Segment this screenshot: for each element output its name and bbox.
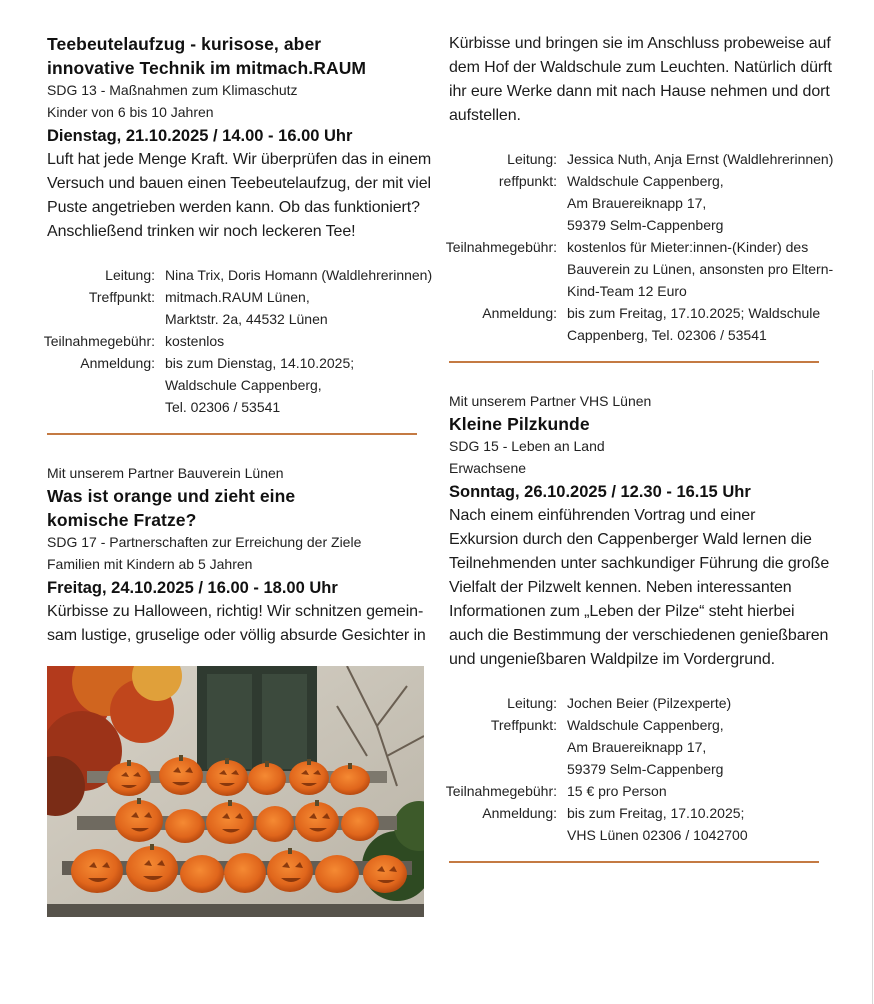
info-value: Bauverein zu Lünen, ansonsten pro Eltern- xyxy=(567,261,834,277)
info-row-cont xyxy=(449,258,834,280)
event-title: Kleine Pilzkunde xyxy=(449,414,590,434)
event-pilzkunde xyxy=(445,390,830,863)
info-value: 59379 Selm-Cappenberg xyxy=(567,761,724,777)
page-edge-line xyxy=(872,370,873,1004)
info-value: Waldschule Cappenberg, xyxy=(165,377,322,393)
info-value: Waldschule Cappenberg, xyxy=(567,173,724,189)
info-row-cont xyxy=(449,324,829,346)
description-line: Nach einem einführenden Vortrag und einer xyxy=(449,507,756,524)
info-label: Teilnahmegebühr: xyxy=(445,239,557,255)
info-row-cont xyxy=(449,824,829,846)
info-value: Am Brauereiknapp 17, xyxy=(567,195,707,211)
right-column xyxy=(445,32,834,863)
event-sdg: SDG 13 - Maßnahmen zum Klimaschutz xyxy=(47,82,298,98)
info-label: Leitung: xyxy=(507,695,557,711)
info-row-cont xyxy=(47,308,427,330)
info-row-treffpunkt xyxy=(449,170,829,192)
event-date: Freitag, 24.10.2025 / 16.00 - 18.00 Uhr xyxy=(47,579,338,597)
info-value: 15 € pro Person xyxy=(567,783,667,799)
info-label: Teilnahmegebühr: xyxy=(445,783,557,799)
info-row-leitung xyxy=(449,148,834,170)
description-line: auch die Bestimmung der verschiedenen genießbaren xyxy=(449,627,829,644)
info-value: bis zum Freitag, 17.10.2025; Waldschule xyxy=(567,305,821,321)
description-line: sam lustige, gruselige oder völlig absurde Gesichter in xyxy=(47,627,426,644)
description-line: und ungenießbaren Waldpilze im Vordergrund. xyxy=(449,651,775,668)
info-row-anmeldung xyxy=(449,802,829,824)
info-value: Kind-Team 12 Euro xyxy=(567,283,687,299)
info-row-treffpunkt xyxy=(47,286,427,308)
info-row-gebuehr xyxy=(43,330,427,352)
description-line: Vielfalt der Pilzwelt kennen. Neben interessanten xyxy=(449,579,792,596)
info-row-anmeldung xyxy=(47,352,427,374)
info-value: Cappenberg, Tel. 02306 / 53541 xyxy=(567,327,767,343)
left-column xyxy=(43,32,433,648)
info-row-gebuehr xyxy=(445,236,829,258)
event-title-line: innovative Technik im mitmach.RAUM xyxy=(47,58,367,78)
info-value: 59379 Selm-Cappenberg xyxy=(567,217,724,233)
event-halloween xyxy=(47,462,427,648)
description-line: Anschließend trinken wir noch leckeren Tee! xyxy=(47,223,356,240)
event-audience: Familien mit Kindern ab 5 Jahren xyxy=(47,556,253,572)
description-line: Teilnehmenden unter sachkundiger Führung die große xyxy=(449,555,830,572)
info-value: kostenlos xyxy=(165,333,225,349)
event-title-line: komische Fratze? xyxy=(47,510,197,530)
event-audience: Kinder von 6 bis 10 Jahren xyxy=(47,104,214,120)
event-info-block xyxy=(445,692,829,846)
info-label: Anmeldung: xyxy=(80,355,155,371)
info-row-cont xyxy=(449,214,829,236)
info-label: reffpunkt: xyxy=(498,173,557,189)
info-value: Waldschule Cappenberg, xyxy=(567,717,724,733)
description-line: Luft hat jede Menge Kraft. Wir überprüfen das in einem xyxy=(47,151,432,168)
event-audience: Erwachsene xyxy=(449,460,527,476)
event-sdg: SDG 17 - Partnerschaften zur Erreichung der Ziele xyxy=(47,534,362,550)
section-divider xyxy=(449,361,819,363)
event-description xyxy=(449,504,829,672)
info-value: bis zum Dienstag, 14.10.2025; xyxy=(165,355,355,371)
info-row-treffpunkt xyxy=(449,714,829,736)
description-line: Kürbisse und bringen sie im Anschluss probeweise auf xyxy=(449,35,831,52)
info-value: bis zum Freitag, 17.10.2025; xyxy=(567,805,745,821)
info-value: Tel. 02306 / 53541 xyxy=(165,399,281,415)
description-line: Puste angetrieben werden kann. Ob das funktioniert? xyxy=(47,199,420,216)
info-value: kostenlos für Mieter:innen-(Kinder) des xyxy=(567,239,809,255)
info-value: Am Brauereiknapp 17, xyxy=(567,739,707,755)
info-label: Treffpunkt: xyxy=(490,717,557,733)
info-value: Nina Trix, Doris Homann (Waldlehrerinnen) xyxy=(165,267,433,283)
info-row-cont xyxy=(449,758,829,780)
info-row-anmeldung xyxy=(449,302,829,324)
description-line: ihr eure Werke dann mit nach Hause nehmen und dort xyxy=(449,83,830,100)
info-row-gebuehr xyxy=(445,780,829,802)
info-label: Teilnahmegebühr: xyxy=(43,333,155,349)
info-label: Anmeldung: xyxy=(482,805,557,821)
event-teebeutelaufzug xyxy=(43,32,433,435)
event-description xyxy=(47,148,432,244)
event-date: Dienstag, 21.10.2025 / 14.00 - 16.00 Uhr xyxy=(47,127,353,145)
info-row-leitung xyxy=(47,264,433,286)
event-date: Sonntag, 26.10.2025 / 12.30 - 16.15 Uhr xyxy=(449,483,751,501)
info-value: mitmach.RAUM Lünen, xyxy=(165,289,310,305)
info-value: Marktstr. 2a, 44532 Lünen xyxy=(165,311,328,327)
info-row-cont xyxy=(47,396,427,418)
info-row-leitung xyxy=(449,692,829,714)
description-line: aufstellen. xyxy=(449,107,521,124)
info-label: Leitung: xyxy=(105,267,155,283)
event-info-block xyxy=(43,264,433,418)
info-row-cont xyxy=(449,280,829,302)
info-row-cont xyxy=(449,192,829,214)
info-value: Jessica Nuth, Anja Ernst (Waldlehrerinnen) xyxy=(567,151,834,167)
event-sdg: SDG 15 - Leben an Land xyxy=(449,438,605,454)
info-label: Leitung: xyxy=(507,151,557,167)
event-title-line: Teebeutelaufzug - kurisose, aber xyxy=(47,34,322,54)
event-title-line: Was ist orange und zieht eine xyxy=(47,486,296,506)
description-line: Informationen zum „Leben der Pilze“ steht hierbei xyxy=(449,603,795,620)
description-line: Versuch und bauen einen Teebeutelaufzug, der mit viel xyxy=(47,175,432,192)
section-divider xyxy=(449,861,819,863)
event-partner: Mit unserem Partner VHS Lünen xyxy=(449,393,652,409)
info-row-cont xyxy=(449,736,829,758)
info-value: VHS Lünen 02306 / 1042700 xyxy=(567,827,748,843)
pumpkin-photo xyxy=(47,666,424,917)
info-value: Jochen Beier (Pilzexperte) xyxy=(567,695,732,711)
description-line: Kürbisse zu Halloween, richtig! Wir schnitzen gemein- xyxy=(47,603,424,620)
info-row-cont xyxy=(47,374,427,396)
info-label: Treffpunkt: xyxy=(88,289,155,305)
info-label: Anmeldung: xyxy=(482,305,557,321)
description-line: Exkursion durch den Cappenberger Wald lernen die xyxy=(449,531,812,548)
description-line: dem Hof der Waldschule zum Leuchten. Natürlich dürft xyxy=(449,59,832,76)
pumpkin-illustration xyxy=(47,666,424,917)
section-divider xyxy=(47,433,417,435)
event-halloween-continued xyxy=(445,32,834,363)
event-partner: Mit unserem Partner Bauverein Lünen xyxy=(47,465,284,481)
event-info-block xyxy=(445,148,834,346)
